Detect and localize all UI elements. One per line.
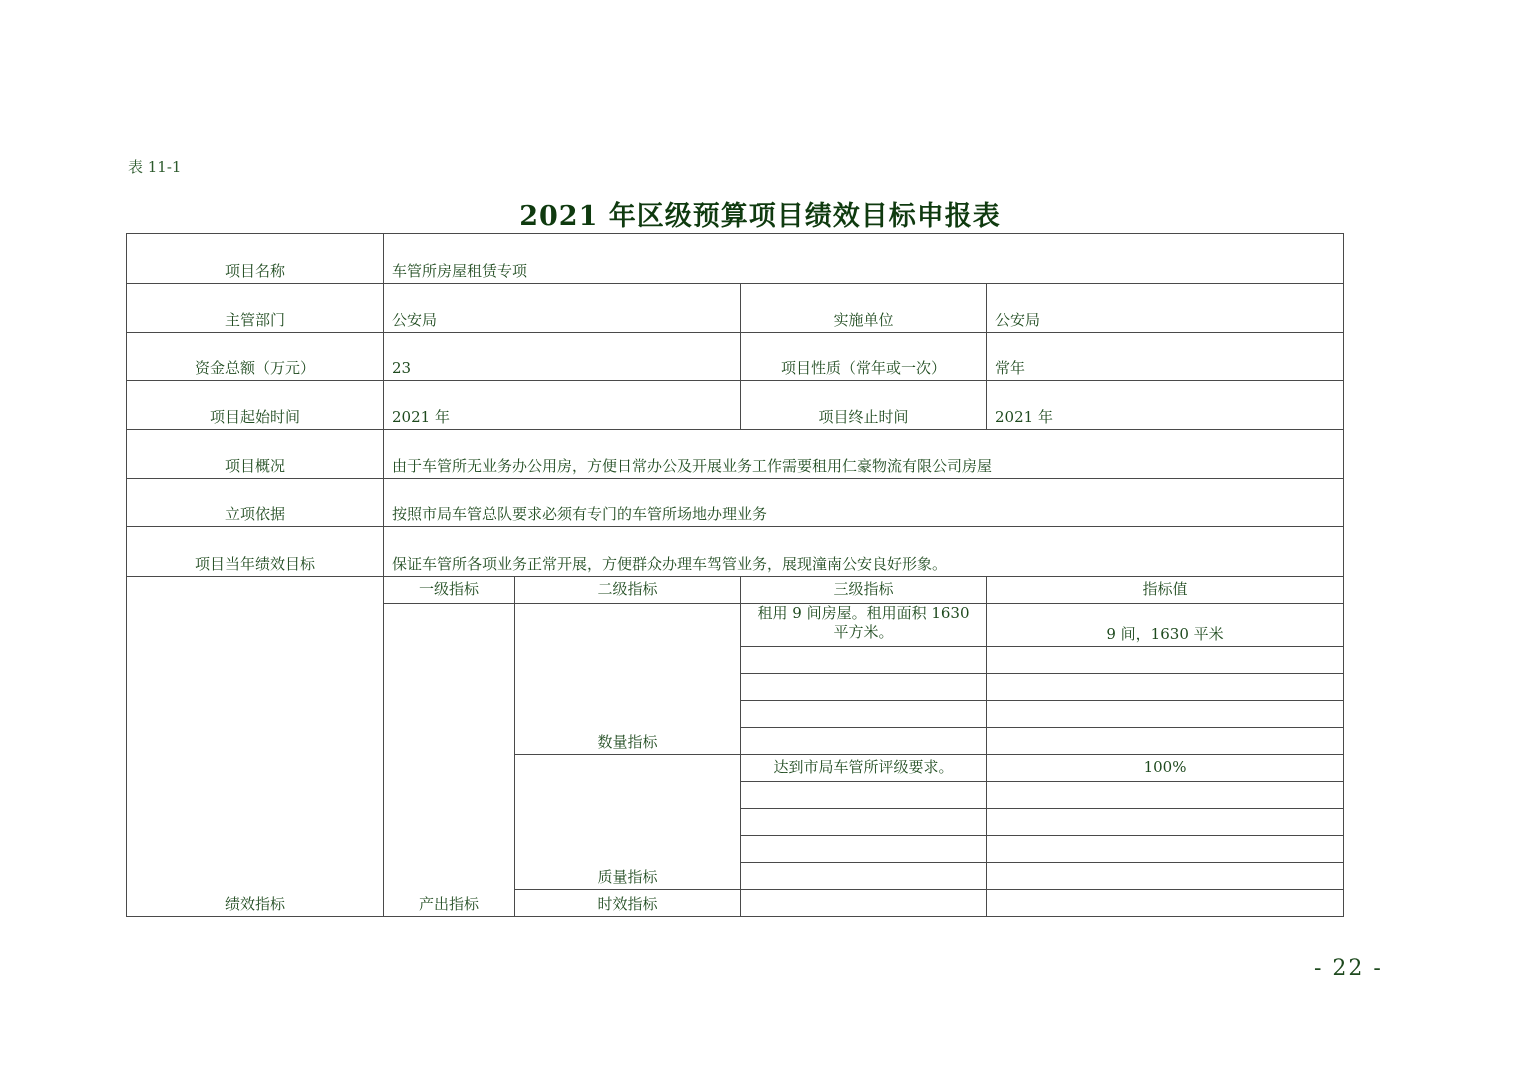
implementer-label: 实施单位 <box>741 284 987 333</box>
quantity-value-4 <box>987 701 1344 728</box>
goal-label: 项目当年绩效目标 <box>127 527 384 577</box>
header-value: 指标值 <box>987 577 1344 604</box>
row-period <box>127 381 1344 430</box>
quality-item-2 <box>741 782 987 809</box>
row-indicator-header <box>127 577 1344 604</box>
quantity-item-4 <box>741 701 987 728</box>
implementer-value: 公安局 <box>987 284 1344 333</box>
row-department <box>127 284 1344 333</box>
quantity-value-2 <box>987 647 1344 674</box>
quality-value-4 <box>987 836 1344 863</box>
quality-value-1: 100% <box>987 755 1344 782</box>
level1-output-label: 产出指标 <box>384 604 515 917</box>
start-value: 2021 年 <box>384 381 741 430</box>
quantity-item-2 <box>741 647 987 674</box>
header-level3: 三级指标 <box>741 577 987 604</box>
funds-value: 23 <box>384 333 741 381</box>
page-number: - 22 - <box>1314 956 1383 981</box>
overview-label: 项目概况 <box>127 430 384 479</box>
timeliness-item-1 <box>741 890 987 917</box>
header-level1: 一级指标 <box>384 577 515 604</box>
indicator-section-label: 绩效指标 <box>127 577 384 917</box>
quality-item-1: 达到市局车管所评级要求。 <box>741 755 987 782</box>
end-label: 项目终止时间 <box>741 381 987 430</box>
department-value: 公安局 <box>384 284 741 333</box>
header-level2: 二级指标 <box>515 577 741 604</box>
nature-label: 项目性质（常年或一次） <box>741 333 987 381</box>
performance-target-table <box>126 233 1344 917</box>
project-name-label: 项目名称 <box>127 234 384 284</box>
department-label: 主管部门 <box>127 284 384 333</box>
row-overview <box>127 430 1344 479</box>
quality-item-4 <box>741 836 987 863</box>
row-funds <box>127 333 1344 381</box>
goal-value: 保证车管所各项业务正常开展，方便群众办理车驾管业务，展现潼南公安良好形象。 <box>384 527 1344 577</box>
table-code: 表 11-1 <box>128 158 182 176</box>
quantity-item-1: 租用 9 间房屋。租用面积 1630 平方米。 <box>741 604 987 647</box>
overview-value: 由于车管所无业务办公用房，方便日常办公及开展业务工作需要租用仁豪物流有限公司房屋 <box>384 430 1344 479</box>
quantity-value-5 <box>987 728 1344 755</box>
row-basis <box>127 479 1344 527</box>
quantity-item-3 <box>741 674 987 701</box>
row-project-name <box>127 234 1344 284</box>
quality-label: 质量指标 <box>515 755 741 890</box>
end-value: 2021 年 <box>987 381 1344 430</box>
basis-label: 立项依据 <box>127 479 384 527</box>
quality-item-3 <box>741 809 987 836</box>
basis-value: 按照市局车管总队要求必须有专门的车管所场地办理业务 <box>384 479 1344 527</box>
funds-label: 资金总额（万元） <box>127 333 384 381</box>
quantity-label: 数量指标 <box>515 604 741 755</box>
quantity-item-5 <box>741 728 987 755</box>
row-goal <box>127 527 1344 577</box>
timeliness-label: 时效指标 <box>515 890 741 917</box>
quantity-value-3 <box>987 674 1344 701</box>
timeliness-value-1 <box>987 890 1344 917</box>
document-title: 2021 年区级预算项目绩效目标申报表 <box>519 201 1001 232</box>
quantity-value-1: 9 间，1630 平米 <box>987 604 1344 647</box>
quality-value-2 <box>987 782 1344 809</box>
quality-value-5 <box>987 863 1344 890</box>
nature-value: 常年 <box>987 333 1344 381</box>
start-label: 项目起始时间 <box>127 381 384 430</box>
quality-value-3 <box>987 809 1344 836</box>
quality-item-5 <box>741 863 987 890</box>
project-name-value: 车管所房屋租赁专项 <box>384 234 1344 284</box>
